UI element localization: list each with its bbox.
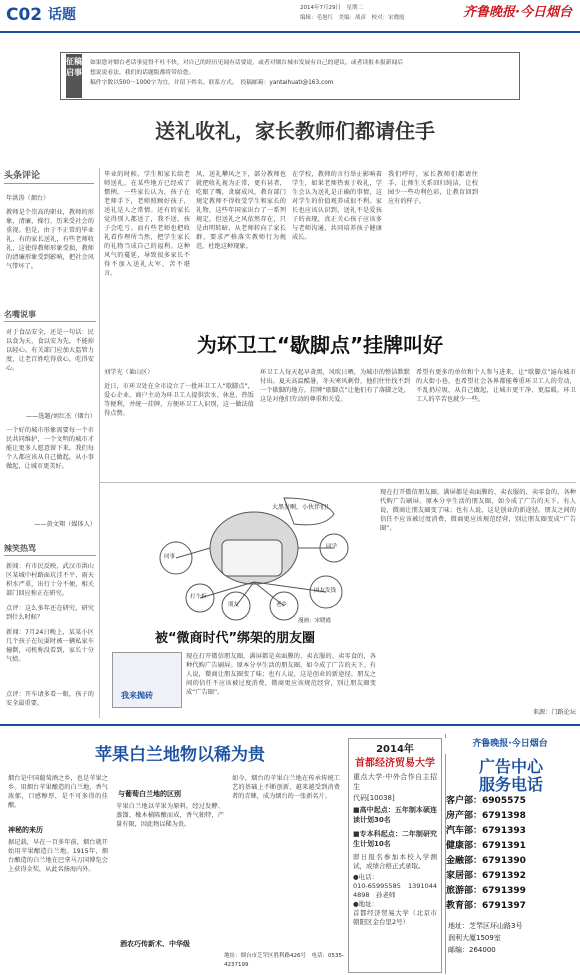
story1-body-a: 毕业的时候，学生和家长给老师送礼，在某些地方已经成了惯例。一些家长认为，孩子在老师手下，老师照顾好孩子，送礼是人之常情。还有的家长觉得别人都送了，我不送，孩子会吃亏。而有些老师也把收礼看作理所当然，把学生家长的礼物当成自己的福利。这种风气的蔓延，导致很多家长不得不加入送礼大军，苦不堪言。: [104, 171, 190, 277]
story3-body-right: 现在打开微信朋友圈，满屏都是卖面膜的、卖衣服的、卖零食的，各种代购广告刷屏。原本分享生活的朋友圈，如今成了广告的天下。有人说，微商让朋友圈变了味；也有人说，这是创业的新途径。朋友之间的信任不应该被过度消费，微商更应该规范经营，别让朋友圈变成“广告圈”。: [380, 489, 576, 532]
univ-address: 首都经济贸易大学（北京市朝阳区金台里2号）: [353, 909, 437, 926]
story2-body-c: 希望有更多的单位和个人参与进来，让“歇脚点”遍布城市的大街小巷，也希望社会各界都能尊重环卫工人的劳动，不乱扔垃圾，从自己做起，让城市更干净、更温暖，环卫工人的辛苦也就少一些。: [416, 369, 576, 403]
cartoon-label-5: 老乡: [276, 602, 288, 608]
bottom-section-rule: [0, 724, 580, 726]
masthead-rule: [0, 31, 580, 33]
univ-subtitle: 重点大学·中外合作自主招生: [353, 773, 437, 791]
notice-line-2: 想说说看法，我们的话题版都将带给您。: [90, 70, 195, 76]
story1-body-c: 在学校，教师的言行举止影响着学生，如果老师热衷于收礼，学生会认为送礼是正确的事情，这对学生的价值观养成很不利。家长也应该认识到，送礼不是爱孩子的表现，真正关心孩子应该多与老师沟通，共同培养孩子健康成长。: [292, 171, 382, 241]
column-header: [4, 170, 94, 184]
cartoon-label-2: 同学: [326, 544, 338, 550]
univ-line-3: 即日报名参加本校入学测试，成绩合格正式录取。: [353, 853, 437, 870]
ad-item: 家居部：6791392: [446, 871, 526, 881]
column-label: 头条评论: [4, 171, 41, 181]
issue-date: 2014年7月29日 星期二: [300, 5, 363, 11]
univ-phones: 010-65995585 13910444898 孙老师: [353, 882, 437, 899]
story2-headline: 为环卫工“歇脚点”挂牌叫好: [196, 333, 444, 357]
call-for-submissions-tag: 征稿启事: [66, 54, 82, 98]
side-credit-2: ——黄文翔（媒体人）: [34, 521, 96, 528]
univ-year: 2014年: [376, 744, 414, 755]
story3-body-left: 现在打开微信朋友圈，满屏都是卖面膜的、卖衣服的、卖零食的，各种代购广告刷屏。原本分享生活的朋友圈，如今成了广告的天下。有人说，微商让朋友圈变了味；也有人说，这是创业的新途径。朋友之间的信任不应该被过度消费，微商更应该规范经营，别让朋友圈变成“广告圈”。: [186, 653, 376, 696]
side-column-title: 名嘴说事: [4, 310, 36, 319]
university-ad: [348, 738, 442, 973]
bottom-footer: 地址：烟台市芝罘区胜利路426号 电话：0535-4237199: [224, 953, 344, 968]
newspaper-brand: 齐鲁晚报·今日烟台: [463, 5, 572, 20]
bottom-body-c: 苹果白兰地以苹果为原料，经过发酵、蒸馏、橡木桶陈酿而成，香气独特，产量有限，因此物以稀为贵。: [116, 803, 224, 828]
side2-comment-1: 点评：这么多年还在研究，研究到什么时候？: [6, 605, 94, 621]
bottom-sub-2: 与葡萄白兰地的区别: [118, 790, 181, 798]
bottom-body-b: 据记载，早在一百多年前，烟台就开始用苹果酿造白兰地。1915年，烟台酿造的白兰地在巴拿马万国博览会上获得金奖，从此名扬海内外。: [8, 839, 108, 873]
story1-body-d: 我们呼吁，家长教师们都请住手，让师生关系回归纯洁，让校园少一些功利色彩，让教育回到应有的样子。: [388, 171, 478, 205]
cartoon-speech: 大黑发啊，小伙伴们！: [272, 504, 333, 511]
reader-box-title: 我来抛砖: [121, 691, 153, 700]
section-code: C02: [6, 5, 43, 25]
ad-building: 润利大厦1509室: [448, 934, 501, 942]
side-para-2: 一个好的城市形象需要每一个市民共同维护，一个文明的城市才能让更多人愿意留下来。我们每个人都应该从自己做起，从小事做起，让城市更美好。: [6, 427, 94, 470]
cartoon-illustration: [104, 488, 374, 628]
ad-postcode: 邮编：264000: [448, 946, 496, 954]
univ-code: 代码[10038]: [353, 794, 395, 802]
ad-address: 地址：芝罘区环山路3号: [448, 922, 523, 930]
univ-address-label: ●地址：: [353, 900, 379, 908]
side-column-header: [4, 310, 96, 322]
story3-credit: 来源：门路论坛: [532, 709, 576, 716]
ad-item: 金融部：6791390: [446, 856, 526, 866]
editor-line: 编辑：毛旭红 美编：战彦 校对：宋晓霞: [300, 15, 405, 21]
bottom-sub-3: 酒农巧传新术、中华级: [120, 940, 190, 948]
side-credit-1: ——选题/刘红杰（烟台）: [25, 413, 96, 420]
cartoon-label-6: 国友发钱: [314, 588, 337, 594]
story1-headline: 送礼收礼，家长教师们都请住手: [155, 119, 435, 143]
side-column2-title: 辣笑热骂: [4, 544, 36, 553]
ad-item: 教育部：6791397: [446, 901, 526, 911]
story1-byline: 年洪涛（烟台）: [6, 195, 50, 202]
cartoon-label-1: 同事: [164, 554, 176, 560]
bottom-headline: 苹果白兰地物以稀为贵: [95, 745, 265, 765]
cartoon-credit: 漫画：宋晓霞: [298, 618, 332, 624]
ad-phone-list: [446, 794, 574, 914]
reader-box: [112, 652, 182, 708]
ad-item: 汽车部：6791393: [446, 826, 526, 836]
ad-brand: 齐鲁晚报·今日烟台: [445, 738, 575, 754]
ad-title-1: 广告中心: [478, 757, 543, 776]
section-name: 话题: [48, 7, 76, 23]
story1-body-b: 风，送礼攀风之下，部分教师也就把收礼视为正常，更有甚者，吃眼了嘴，贪腐成风，教育部门规定教师不得收受学生和家长的礼物，这些年国家出台了一系列规定，但送礼之风依然存在，只是由明转暗，从老师转向了家长群，要求严格落实教师行为规范，杜绝这种现象。: [196, 171, 286, 250]
univ-line-2: ■专本科起点：二年制研究生计划10名: [353, 830, 437, 848]
ad-item: 客户部：6905575: [446, 796, 526, 806]
story3-headline: 被“微商时代”绑架的朋友圈: [154, 631, 316, 646]
story2-rule: [100, 482, 576, 483]
side2-comment-2: 点评：开车请多看一眼，孩子的安全最重要。: [6, 691, 94, 707]
story1-lead: 教师是个崇高的职业，教师的形象，清廉，操行，历来受社会的重视。但是，由于不正常的毕业礼，有的家长送礼，有些老师收礼，这使得教师形象受损，教师的清廉形象受到影响，把社会风气带坏了。: [6, 209, 94, 270]
notice-line-1: 如果您对烟台老话事觉得不吐不快，对自己的经历见闻有话要说，或者对烟台城市发展有自己的建议，或者读报本报新闻后: [90, 60, 404, 66]
ad-contact: [448, 920, 574, 956]
cartoon-label-3: 打个折: [190, 594, 207, 600]
bottom-sub-1: 神秘的来历: [8, 826, 43, 834]
ad-item: 房产部：6791398: [446, 811, 526, 821]
side-para-1: 对于食品安全，还是一句话：民以食为天，食以安为先，不能掉以轻心。有关部门应加大监管力度，让老百姓吃得放心，吃得安心。: [6, 329, 94, 372]
story2-body-a: 近日，市环卫处在全市设立了一批环卫工人“歇脚点”，爱心企业、商户主动为环卫工人提供饮水、休息、热饭等便利，并统一挂牌，方便环卫工人识别，这一做法值得点赞。: [104, 383, 254, 417]
story2-byline: 刘学光（莱山区）: [104, 369, 154, 376]
notice-line-3: 稿件字数以500～1000字为宜，并留下姓名、联系方式。 投稿邮箱：yantaihuati@163.com: [90, 80, 334, 86]
masthead: [0, 0, 580, 34]
ad-title-2: 服务电话: [478, 775, 543, 794]
notice-text: [90, 58, 514, 88]
side-column2-header: [4, 544, 96, 556]
univ-phone-label: ●电话：: [353, 873, 379, 881]
univ-line-1: ■高中起点：五年制本硕连读计划30名: [353, 806, 437, 824]
ad-item: 旅游部：6791399: [446, 886, 526, 896]
bottom-body-a: 烟台是中国葡萄酒之乡，也是苹果之乡。用烟台苹果酿造的白兰地，香气浓郁，口感醇厚，是不可多得的佳酿。: [8, 775, 108, 809]
univ-name: 首都经济贸易大学: [355, 757, 435, 769]
side2-para-2: 新闻：7月24日晚上，某某小区几个孩子在玩耍时被一辆私家车撞倒，司机称没看到，家长十分气愤。: [6, 629, 94, 663]
ad-item: 健康部：6791391: [446, 841, 526, 851]
side2-para-1: 新闻：有市民反映，武汉市洪山区某城中村路面坑洼不平，雨天积水严重，出行十分不便，相关部门回应称正在研究。: [6, 563, 94, 597]
column-divider: [99, 168, 100, 718]
story2-body-b: 环卫工人每天起早贪黑，风吹日晒，为城市的整洁默默付出。夏天高温酷暑，冬天寒风刺骨，他们往往找不到一个歇脚的地方。挂牌“歇脚点”让他们有了落脚之处，这是对他们劳动的尊重和关爱。: [260, 369, 410, 403]
cartoon-label-4: 朋友: [228, 602, 240, 608]
bottom-body-d: 如今，烟台的苹果白兰地在传承传统工艺的基础上不断创新，越来越受到消费者的青睐，成为烟台的一张新名片。: [232, 775, 340, 800]
